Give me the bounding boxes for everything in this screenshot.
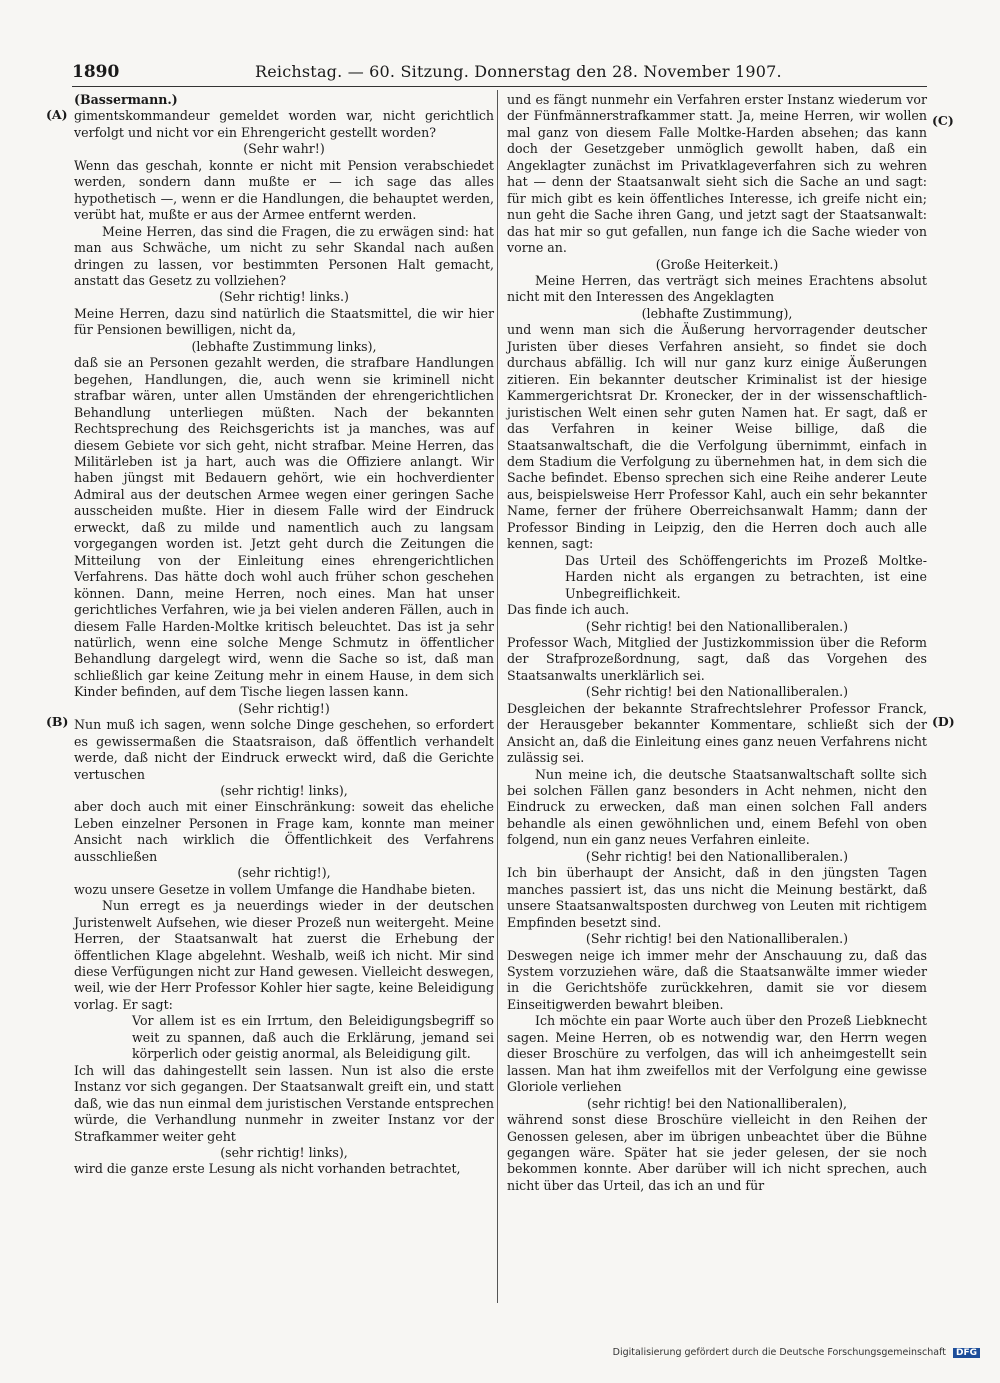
paragraph: Nun erregt es ja neuerdings wieder in der deutschen Juristenwelt Aufsehen, wie dieser Prozeß nun weitergeht. Meine Herren, der Staatsanwalt hat zuerst die Erhebung der öffentlichen Klage abgelehnt. Weshalb, weiß ich nicht. Mir sind diese Verfügungen nicht zur Hand gewesen. Vielleicht deswegen, weil, wie der Herr Professor Kohler hier sagte, keine Beleidigung vorlag. Er sagt: bbox=[74, 898, 494, 1012]
footer-credit bbox=[613, 1347, 980, 1358]
paragraph: Meine Herren, das verträgt sich meines Erachtens absolut nicht mit den Interessen des Angeklagten bbox=[507, 272, 927, 305]
interjection: (lebhafte Zustimmung links), bbox=[191, 338, 377, 354]
paragraph: Professor Wach, Mitglied der Justizkommission über die Reform der Strafprozeßordnung, sagt, daß das Vorgehen des Staatsanwalts unerklärlich sei. bbox=[507, 634, 927, 683]
paragraph: Wenn das geschah, konnte er nicht mit Pension verabschiedet werden, sondern dann mußte er — ich sage das alles hypothetisch —, wenn er die Handlungen, die behauptet werden, verübt hat, mußte er aus der Armee entfernt werden. bbox=[74, 157, 494, 223]
column-divider bbox=[497, 90, 498, 1303]
paragraph: Meine Herren, das sind die Fragen, die zu erwägen sind: hat man aus Schwäche, um nicht zu sehr Skandal nach außen dringen zu lassen, vor bestimmten Personen Halt gemacht, anstatt das Gesetz zu vollziehen? bbox=[74, 223, 494, 288]
left-column bbox=[74, 92, 494, 1178]
paragraph: Nun meine ich, die deutsche Staatsanwaltschaft sollte sich bei solchen Fällen ganz besonders in Acht nehmen, nicht den Eindruck zu erwecken, daß man einen solchen Fall anders behandle als einen gewöhnlichen und, einem Befehl von oben folgend, nun ein ganz neues Verfahren einleite. bbox=[507, 766, 927, 848]
running-head: Reichstag. — 60. Sitzung. Donnerstag den 28. November 1907. bbox=[255, 62, 782, 81]
paragraph: daß sie an Personen gezahlt werden, die strafbare Handlungen begehen, Handlungen, die, auch wenn sie kriminell nicht strafbar wären, unter allen Umständen der ehrengerichtlichen Behandlung unterliegen müßten. Nach der bekannten Rechtsprechung des Reichsgerichts ist ja manches, was auf diesem Gebiete vor sich geht, nicht strafbar. Meine Herren, das Militärleben ist ja hart, auch was die Offiziere anlangt. Wir haben jüngst mit Bedauern gehört, wie ein hochverdienter Admiral aus der deutschen Armee wegen einer geringen Sache ausscheiden mußte. Hier in diesem Falle wird der Eindruck erweckt, daß zu milde und namentlich auch zu langsam vorgegangen worden ist. Jetzt geht durch die Zeitungen die Mitteilung von der Einleitung eines ehrengerichtlichen Verfahrens. Das hätte doch wohl auch früher schon geschehen können. Dann, meine Herren, noch eines. Man hat unser gerichtliches Verfahren, wie ja bei vielen anderen Fällen, auch in diesem Falle Harden-Moltke kritisch beleuchtet. Das ist ja sehr natürlich, wenn eine solche Menge Schmutz in öffentlicher Behandlung dargelegt wird, wenn die Sache so ist, daß man schließlich gar keine Zeitung mehr in einem Hause, in dem sich Kinder befinden, auf dem Tische liegen lassen kann. bbox=[74, 355, 494, 700]
paragraph: gimentskommandeur gemeldet worden war, nicht gerichtlich verfolgt und nicht vor ein Ehrengericht gestellt worden? bbox=[74, 108, 494, 140]
page-number: 1890 bbox=[72, 62, 120, 82]
margin-marker-c: (C) bbox=[932, 113, 954, 128]
block-quote: Das Urteil des Schöffengerichts im Prozeß Moltke-Harden nicht als ergangen zu betrachten, ist eine Unbegreiflichkeit. bbox=[565, 552, 927, 601]
right-column bbox=[507, 92, 927, 1194]
speaker-name: (Bassermann.) bbox=[74, 92, 178, 107]
margin-marker-d: (D) bbox=[932, 714, 955, 729]
paragraph: Desgleichen der bekannte Strafrechtslehrer Professor Franck, der Herausgeber bekannter Kommentare, schließt sich der Ansicht an, daß die Einleitung eines ganz neuen Verfahrens nicht zulässig sei. bbox=[507, 700, 927, 766]
header-rule bbox=[72, 86, 927, 87]
paragraph: Ich will das dahingestellt sein lassen. Nun ist also die erste Instanz vor sich gegangen. Der Staatsanwalt greift ein, und statt daß, wie das nun einmal dem juristischen Verstande entsprechen würde, die Verhandlung nunmehr in zweiter Instanz vor der Strafkammer weiter geht bbox=[74, 1062, 494, 1144]
paragraph: und es fängt nunmehr ein Verfahren erster Instanz wiederum vor der Fünfmännerstrafkammer statt. Ja, meine Herren, wir wollen mal ganz von diesem Falle Moltke-Harden absehen; das kann doch der Gesetzgeber unmöglich gewollt haben, daß ein Angeklagter zunächst im Privatklageverfahren sich zu wehren hat — denn der Staatsanwalt sieht sich die Sache an und sagt: für mich gibt es kein öffentliches Interesse, ich greife nicht ein; nun geht die Sache ihren Gang, und jetzt sagt der Staatsanwalt: das hat mir so gut gefallen, nun fange ich die Sache wieder von vorne an. bbox=[507, 92, 927, 256]
paragraph: während sonst diese Broschüre vielleicht in den Reihen der Genossen gelesen, aber im übrigen unbeachtet über die Bühne gegangen wäre. Später hat sie jeder gelesen, der sie noch bekommen konnte. Aber darüber will ich nicht sprechen, auch nicht über das Urteil, das ich an und für bbox=[507, 1112, 927, 1193]
paragraph: wird die ganze erste Lesung als nicht vorhanden betrachtet, bbox=[74, 1161, 461, 1177]
paragraph: Ich bin überhaupt der Ansicht, daß in den jüngsten Tagen manches passiert ist, das uns nicht die Meinung bestärkt, daß unsere Staatsanwaltsposten durchweg von Leuten mit richtigem Empfinden besetzt sind. bbox=[507, 865, 927, 930]
paragraph: Ich möchte ein paar Worte auch über den Prozeß Liebknecht sagen. Meine Herren, ob es notwendig war, den Herrn wegen dieser Broschüre zu verfolgen, das will ich anheimgestellt sein lassen. Man hat ihm zweifellos mit der Verfolgung eine gewisse Gloriole verliehen bbox=[507, 1013, 927, 1095]
interjection: (Sehr richtig! bei den Nationalliberalen.) bbox=[585, 931, 849, 947]
paragraph: Nun muß ich sagen, wenn solche Dinge geschehen, so erfordert es gewissermaßen die Staatsraison, daß öffentlich verhandelt werde, daß nicht der Eindruck erweckt wird, daß die Gerichte vertuschen bbox=[74, 717, 494, 782]
dfg-logo: DFG bbox=[953, 1348, 980, 1358]
paragraph: wozu unsere Gesetze in vollem Umfange die Handhabe bieten. bbox=[74, 881, 476, 897]
paragraph: Meine Herren, dazu sind natürlich die Staatsmittel, die wir hier für Pensionen bewilligen, nicht da, bbox=[74, 305, 494, 338]
paragraph: aber doch auch mit einer Einschränkung: soweit das eheliche Leben einzelner Personen in Frage kam, konnte man meiner Ansicht nach wirklich die Öffentlichkeit des Verfahrens ausschließen bbox=[74, 799, 494, 864]
interjection: (Sehr richtig!) bbox=[238, 700, 330, 716]
interjection: (sehr richtig! links), bbox=[220, 783, 348, 799]
interjection: (sehr richtig!), bbox=[237, 865, 331, 881]
interjection: (Sehr wahr!) bbox=[243, 141, 325, 157]
paragraph: Das finde ich auch. bbox=[507, 602, 630, 618]
footer-credit-text: Digitalisierung gefördert durch die Deutsche Forschungsgemeinschaft bbox=[612, 1347, 946, 1358]
interjection: (sehr richtig! bei den Nationalliberalen), bbox=[586, 1095, 848, 1111]
margin-marker-b: (B) bbox=[46, 714, 69, 729]
block-quote: Vor allem ist es ein Irrtum, den Beleidigungsbegriff so weit zu spannen, daß auch die Erklärung, jemand sei körperlich oder geistig anormal, als Beleidigung gilt. bbox=[132, 1013, 494, 1062]
interjection: (lebhafte Zustimmung), bbox=[641, 305, 793, 321]
interjection: (Sehr richtig! bei den Nationalliberalen.) bbox=[585, 684, 849, 700]
interjection: (sehr richtig! links), bbox=[220, 1145, 348, 1160]
interjection: (Große Heiterkeit.) bbox=[655, 256, 779, 272]
paragraph: und wenn man sich die Äußerung hervorragender deutscher Juristen über dieses Verfahren ansieht, so findet sie doch durchaus abfällig. Ich will nur ganz kurz einige Äußerungen zitieren. Ein bekannter deutscher Kriminalist ist der hiesige Kammergerichtsrat Dr. Kronecker, der in der wissenschaftlich-juristischen Welt einen sehr guten Namen hat. Er sagt, daß er das Verfahren in keiner Weise billige, daß die Staatsanwaltschaft, die die Verfolgung übernimmt, einfach in dem Stadium die Verfolgung zu übernehmen hat, in dem sich die Sache befindet. Ebenso sprechen sich eine Reihe anderer Leute aus, beispielsweise Herr Professor Kahl, auch ein sehr bekannter Name, ferner der frühere Oberreichsanwalt Hamm; dann der Professor Binding in Leipzig, den die Herren doch auch alle kennen, sagt: bbox=[507, 322, 927, 552]
interjection: (Sehr richtig! bei den Nationalliberalen.) bbox=[585, 618, 849, 634]
interjection: (Sehr richtig! links.) bbox=[219, 289, 349, 305]
paragraph: Deswegen neige ich immer mehr der Anschauung zu, daß das System vorzuziehen wäre, daß die Staatsanwälte immer wieder in die Gerichtshöfe zurückkehren, damit sie vor diesem Einseitigwerden bewahrt bleiben. bbox=[507, 947, 927, 1012]
interjection: (Sehr richtig! bei den Nationalliberalen.) bbox=[585, 848, 849, 864]
margin-marker-a: (A) bbox=[46, 107, 68, 122]
